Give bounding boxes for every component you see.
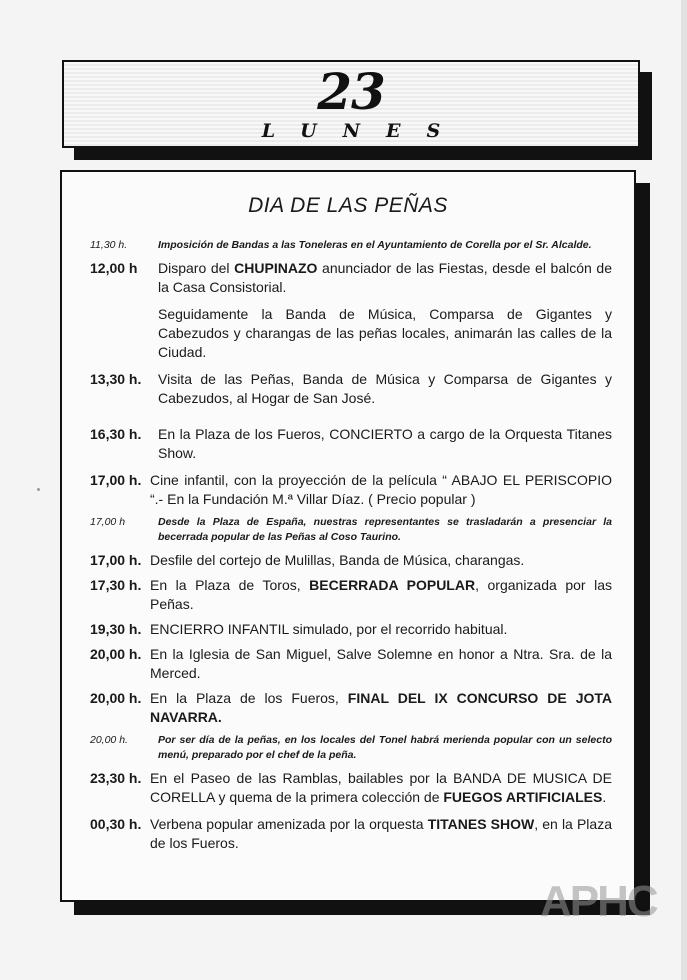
watermark-logo: APHC <box>540 877 657 926</box>
item-text <box>150 769 612 807</box>
item-text-part: Disparo del <box>158 260 235 276</box>
item-text: Imposición de Bandas a las Toneleras en el Ayuntamiento de Corella por el Sr. Alcalde. <box>158 239 592 251</box>
speck-mark <box>37 488 40 491</box>
item-text-part: anunciador de las Fiestas, desde el balcón de la Casa Consistorial. <box>158 260 612 295</box>
item-time: 17,00 h. <box>90 472 142 488</box>
page-edge <box>681 0 687 980</box>
item-text <box>158 259 612 297</box>
item-time: 12,00 h <box>90 260 138 276</box>
schedule-item-continuation: Seguidamente la Banda de Música, Comparsa de Gigantes y Cabezudos y charangas de las peñas locales, animarán las calles de la Ciudad. <box>158 306 612 360</box>
schedule-item <box>90 576 612 614</box>
schedule-item <box>90 515 612 545</box>
schedule-item <box>90 370 612 408</box>
item-time: 17,00 h. <box>90 552 142 568</box>
item-text-part: , en la Plaza de los Fueros. <box>150 816 612 851</box>
schedule-item <box>90 259 612 297</box>
item-time: 17,30 h. <box>90 577 142 593</box>
schedule-item <box>90 620 612 639</box>
schedule-item <box>90 815 612 853</box>
item-time: 11,30 h. <box>90 239 128 251</box>
item-text: Visita de las Peñas, Banda de Música y Comparsa de Gigantes y Cabezudos, al Hogar de San José. <box>158 371 612 406</box>
item-text: Desde la Plaza de España, nuestras representantes se trasladarán a presenciar la becerrada popular de las Peñas al Coso Taurino. <box>158 516 612 543</box>
page-title: DIA DE LAS PEÑAS <box>248 194 448 217</box>
item-time: 19,30 h. <box>90 621 142 637</box>
item-text-part: , organizada por las Peñas. <box>150 577 612 612</box>
item-time: 23,30 h. <box>90 770 142 786</box>
item-text-part: . <box>602 789 607 805</box>
item-text: ENCIERRO INFANTIL simulado, por el recorrido habitual. <box>150 621 508 637</box>
schedule-item <box>90 733 612 763</box>
schedule-item <box>90 689 612 727</box>
item-time: 20,00 h. <box>90 690 142 706</box>
schedule-panel <box>60 170 636 902</box>
date-header <box>62 60 640 148</box>
item-highlight: TITANES SHOW <box>427 816 535 832</box>
item-text <box>150 689 612 727</box>
item-text <box>150 815 612 853</box>
item-time: 00,30 h. <box>90 816 142 832</box>
item-text <box>150 576 612 614</box>
item-text-part: En la Plaza de Toros, <box>150 577 310 593</box>
item-text-part: En el Paseo de las Ramblas, bailables por la BANDA DE MUSICA DE CORELLA y quema de la primera colección de <box>150 770 612 805</box>
item-time: 17,00 h <box>90 516 126 528</box>
schedule-list <box>90 238 612 853</box>
item-time: 20,00 h. <box>90 646 142 662</box>
item-text: Cine infantil, con la proyección de la película “ ABAJO EL PERISCOPIO “.- En la Fundación M.ª Villar Díaz. ( Precio popular ) <box>150 472 612 507</box>
schedule-item <box>90 471 612 509</box>
item-text: En la Plaza de los Fueros, CONCIERTO a cargo de la Orquesta Titanes Show. <box>158 426 612 461</box>
item-highlight: FUEGOS ARTIFICIALES <box>443 789 603 805</box>
schedule-item <box>90 425 612 463</box>
schedule-item <box>90 769 612 807</box>
item-text-part: En la Plaza de los Fueros, <box>150 690 348 706</box>
item-highlight: FINAL DEL IX CONCURSO DE JOTA NAVARRA. <box>150 690 612 725</box>
item-highlight: CHUPINAZO <box>234 260 318 276</box>
item-time: 20,00 h. <box>90 734 128 746</box>
day-number: 23 <box>317 62 385 121</box>
day-name: LUNES <box>261 120 467 142</box>
schedule-item <box>90 551 612 570</box>
item-text: Por ser día de la peñas, en los locales del Tonel habrá merienda popular con un selecto menú, preparado por el chef de la peña. <box>158 734 612 761</box>
schedule-item <box>90 645 612 683</box>
item-time: 16,30 h. <box>90 426 142 442</box>
schedule-item <box>90 238 612 253</box>
item-text: En la Iglesia de San Miguel, Salve Solemne en honor a Ntra. Sra. de la Merced. <box>150 646 612 681</box>
item-text-part: Verbena popular amenizada por la orquesta <box>150 816 428 832</box>
item-highlight: BECERRADA POPULAR <box>309 577 476 593</box>
item-time: 13,30 h. <box>90 371 142 387</box>
item-text: Desfile del cortejo de Mulillas, Banda de Música, charangas. <box>150 552 525 568</box>
